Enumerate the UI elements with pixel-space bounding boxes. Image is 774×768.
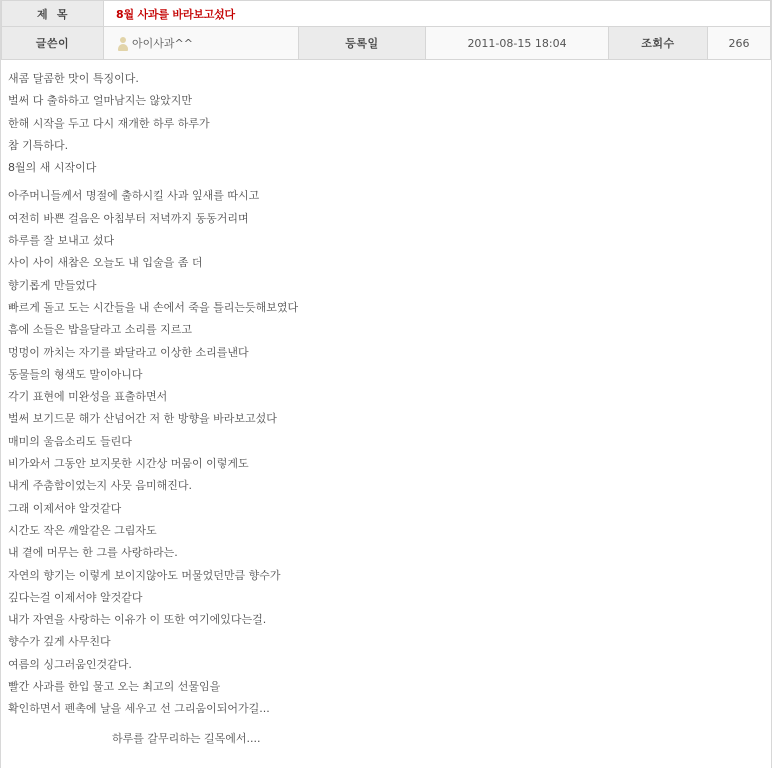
body-line: 아주머니들께서 명절에 출하시킬 사과 잎새를 따시고	[8, 189, 260, 203]
subject-row	[2, 1, 771, 27]
body-line: 비가와서 그동안 보지못한 시간상 머뭄이 이렇게도	[8, 457, 249, 471]
body-line: 참 기특하다.	[8, 138, 69, 152]
body-line: 내게 주춤함이었는지 사뭇 음미해진다.	[8, 479, 193, 493]
body-line: 한해 시작을 두고 다시 재개한 하루 하루가	[8, 116, 210, 130]
date-label: 등록일	[299, 27, 426, 60]
body-line: 벌써 보기드문 해가 산넘어간 저 한 방향을 바라보고섰다	[8, 412, 277, 426]
author-cell[interactable]	[104, 27, 299, 60]
body-line: 매미의 울음소리도 들린다	[8, 434, 132, 448]
body-line: 내가 자연을 사랑하는 이유가 이 또한 여기에있다는걸.	[8, 613, 267, 627]
author-name[interactable]: 아이사과^^	[132, 37, 193, 50]
body-line: 내 곁에 머무는 한 그를 사랑하라는.	[8, 546, 178, 560]
paragraph-1	[8, 68, 771, 179]
body-line: 향수가 깊게 사무친다	[8, 635, 111, 649]
body-line: 향기롭게 만들었다	[8, 278, 97, 292]
signature-line: 하루를 갈무리하는 길목에서....	[112, 731, 261, 745]
paragraph-2	[8, 185, 771, 720]
body-line: 하루를 잘 보내고 섰다	[8, 234, 115, 248]
body-line: 사이 사이 새참은 오늘도 내 입술을 좀 더	[8, 256, 203, 270]
body-line: 여름의 싱그러움인것같다.	[8, 657, 132, 671]
body-line: 빠르게 돌고 도는 시간들을 내 손에서 죽을 틀리는듯해보였다	[8, 300, 299, 314]
body-line: 시간도 작은 깨알같은 그림자도	[8, 523, 157, 537]
post-title: 8월 사과를 바라보고섰다	[104, 1, 771, 27]
body-line: 벌써 다 출하하고 얼마남지는 않았지만	[8, 94, 193, 108]
subject-label: 제 목	[2, 1, 104, 27]
body-line: 각기 표현에 미완성을 표출하면서	[8, 390, 168, 404]
body-line: 흠에 소들은 밥을달라고 소리를 지르고	[8, 323, 193, 337]
user-icon	[117, 37, 129, 51]
author-label: 글쓴이	[2, 27, 104, 60]
body-line: 동물들의 형색도 말이아니다	[8, 367, 143, 381]
body-line: 그래 이제서야 알것같다	[8, 501, 122, 515]
post-header-table	[1, 0, 771, 60]
body-line: 깊다는걸 이제서야 알것같다	[8, 590, 143, 604]
body-line: 8월의 새 시작이다	[8, 161, 97, 175]
body-line: 빨간 사과를 한입 물고 오는 최고의 선물임을	[8, 680, 221, 694]
meta-row	[2, 27, 771, 60]
body-line: 자연의 향기는 이렇게 보이지않아도 머물었던만큼 향수가	[8, 568, 281, 582]
body-line: 멍멍이 까치는 자기를 봐달라고 이상한 소리를낸다	[8, 345, 249, 359]
body-line: 확인하면서 펜촉에 날을 세우고 선 그리움이되어가길...	[8, 702, 270, 716]
post-date: 2011-08-15 18:04	[426, 27, 609, 60]
views-label: 조회수	[609, 27, 708, 60]
view-count: 266	[708, 27, 771, 60]
body-line: 새콤 달콤한 맛이 특징이다.	[8, 72, 139, 85]
body-line: 여전히 바쁜 걸음은 아침부터 저녁까지 동동거리며	[8, 211, 249, 225]
post-body	[1, 60, 771, 750]
